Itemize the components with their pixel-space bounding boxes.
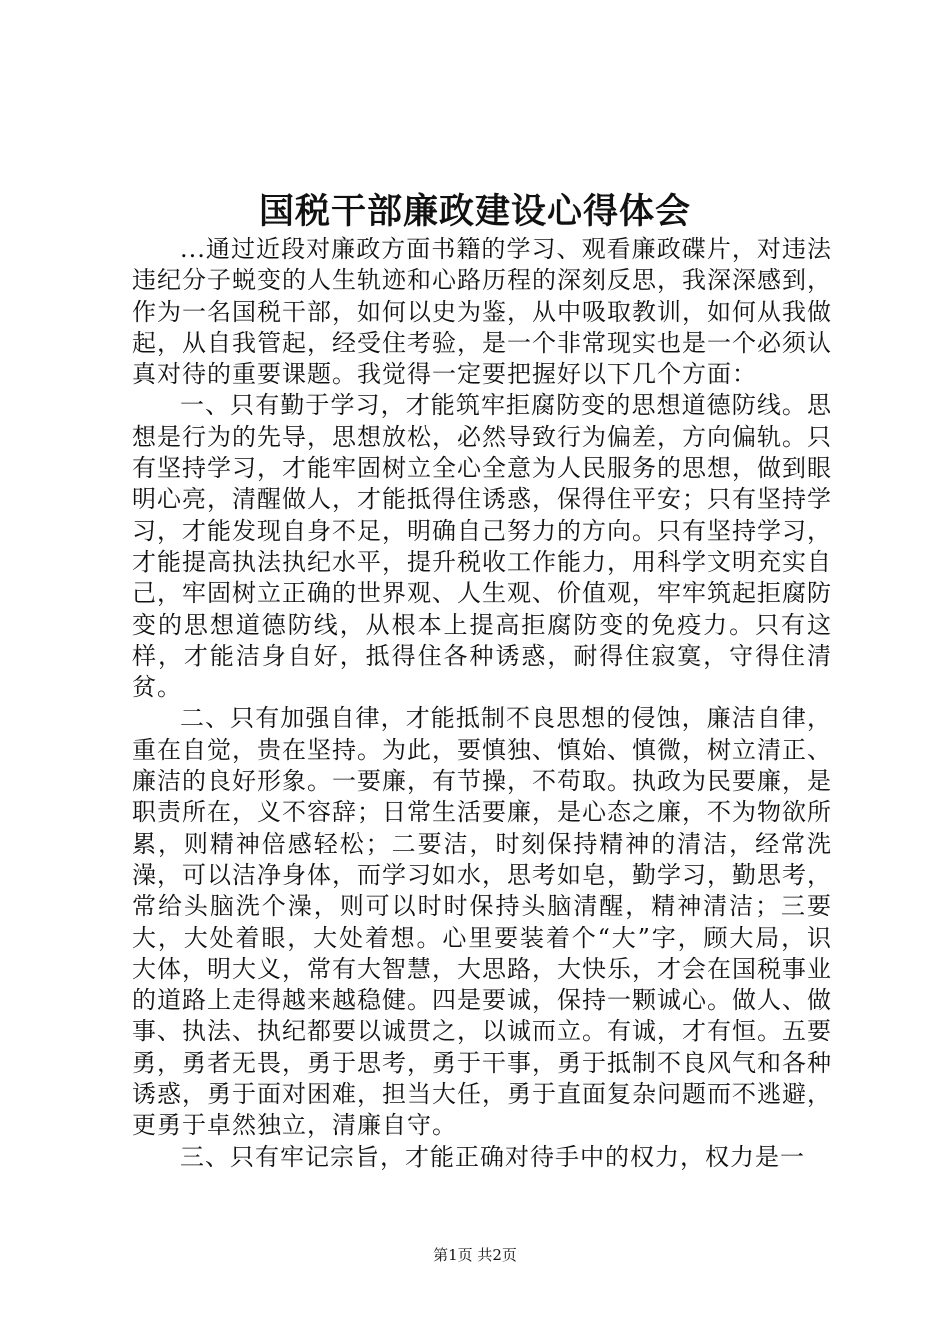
paragraph-point-3: 三、只有牢记宗旨，才能正确对待手中的权力，权力是一 <box>180 1142 805 1171</box>
paragraph-intro: ...通过近段对廉政方面书籍的学习、观看廉政碟片，对违法违纪分子蜕变的人生轨迹和心路历程的深刻反思，我深深感到，作为一名国税干部，如何以史为鉴，从中吸取教训，如何从我做起，从自我管起，经受住考验，是一个非常现实也是一个必须认真对待的重要课题。我觉得一定要把握好以下几个方面： <box>132 235 832 389</box>
document-title: 国税干部廉政建设心得体会 <box>258 191 691 232</box>
paragraph-point-2: 二、只有加强自律，才能抵制不良思想的侵蚀，廉洁自律，重在自觉，贵在坚持。为此，要慎独、慎始、慎微，树立清正、廉洁的良好形象。一要廉，有节操，不苟取。执政为民要廉，是职责所在，义不容辞；日常生活要廉，是心态之廉，不为物欲所累，则精神倍感轻松；二要洁，时刻保持精神的清洁，经常洗澡，可以洁净身体，而学习如水，思考如皂，勤学习，勤思考，常给头脑洗个澡，则可以时时保持头脑清醒，精神清洁；三要大，大处着眼，大处着想。心里要装着个“大”字，顾大局，识大体，明大义，常有大智慧，大思路，大快乐，才会在国税事业的道路上走得越来越稳健。四是要诚，保持一颗诚心。做人、做事、执法、执纪都要以诚贯之，以诚而立。有诚，才有恒。五要勇，勇者无畏，勇于思考，勇于干事，勇于抵制不良风气和各种诱惑，勇于面对困难，担当大任，勇于直面复杂问题而不逃避，更勇于卓然独立，清廉自守。 <box>132 704 832 1140</box>
paragraph-point-1: 一、只有勤于学习，才能筑牢拒腐防变的思想道德防线。思想是行为的先导，思想放松，必然导致行为偏差，方向偏轨。只有坚持学习，才能牢固树立全心全意为人民服务的思想，做到眼明心亮，清醒做人，才能抵得住诱惑，保得住平安；只有坚持学习，才能发现自身不足，明确自己努力的方向。只有坚持学习，才能提高执法执纪水平，提升税收工作能力，用科学文明充实自己，牢固树立正确的世界观、人生观、价值观，牢牢筑起拒腐防变的思想道德防线，从根本上提高拒腐防变的免疫力。只有这样，才能洁身自好，抵得住各种诱惑，耐得住寂寞，守得住清贫。 <box>132 391 832 702</box>
page-number-footer: 第1页 共2页 <box>433 1246 517 1264</box>
document-body <box>132 234 832 1173</box>
